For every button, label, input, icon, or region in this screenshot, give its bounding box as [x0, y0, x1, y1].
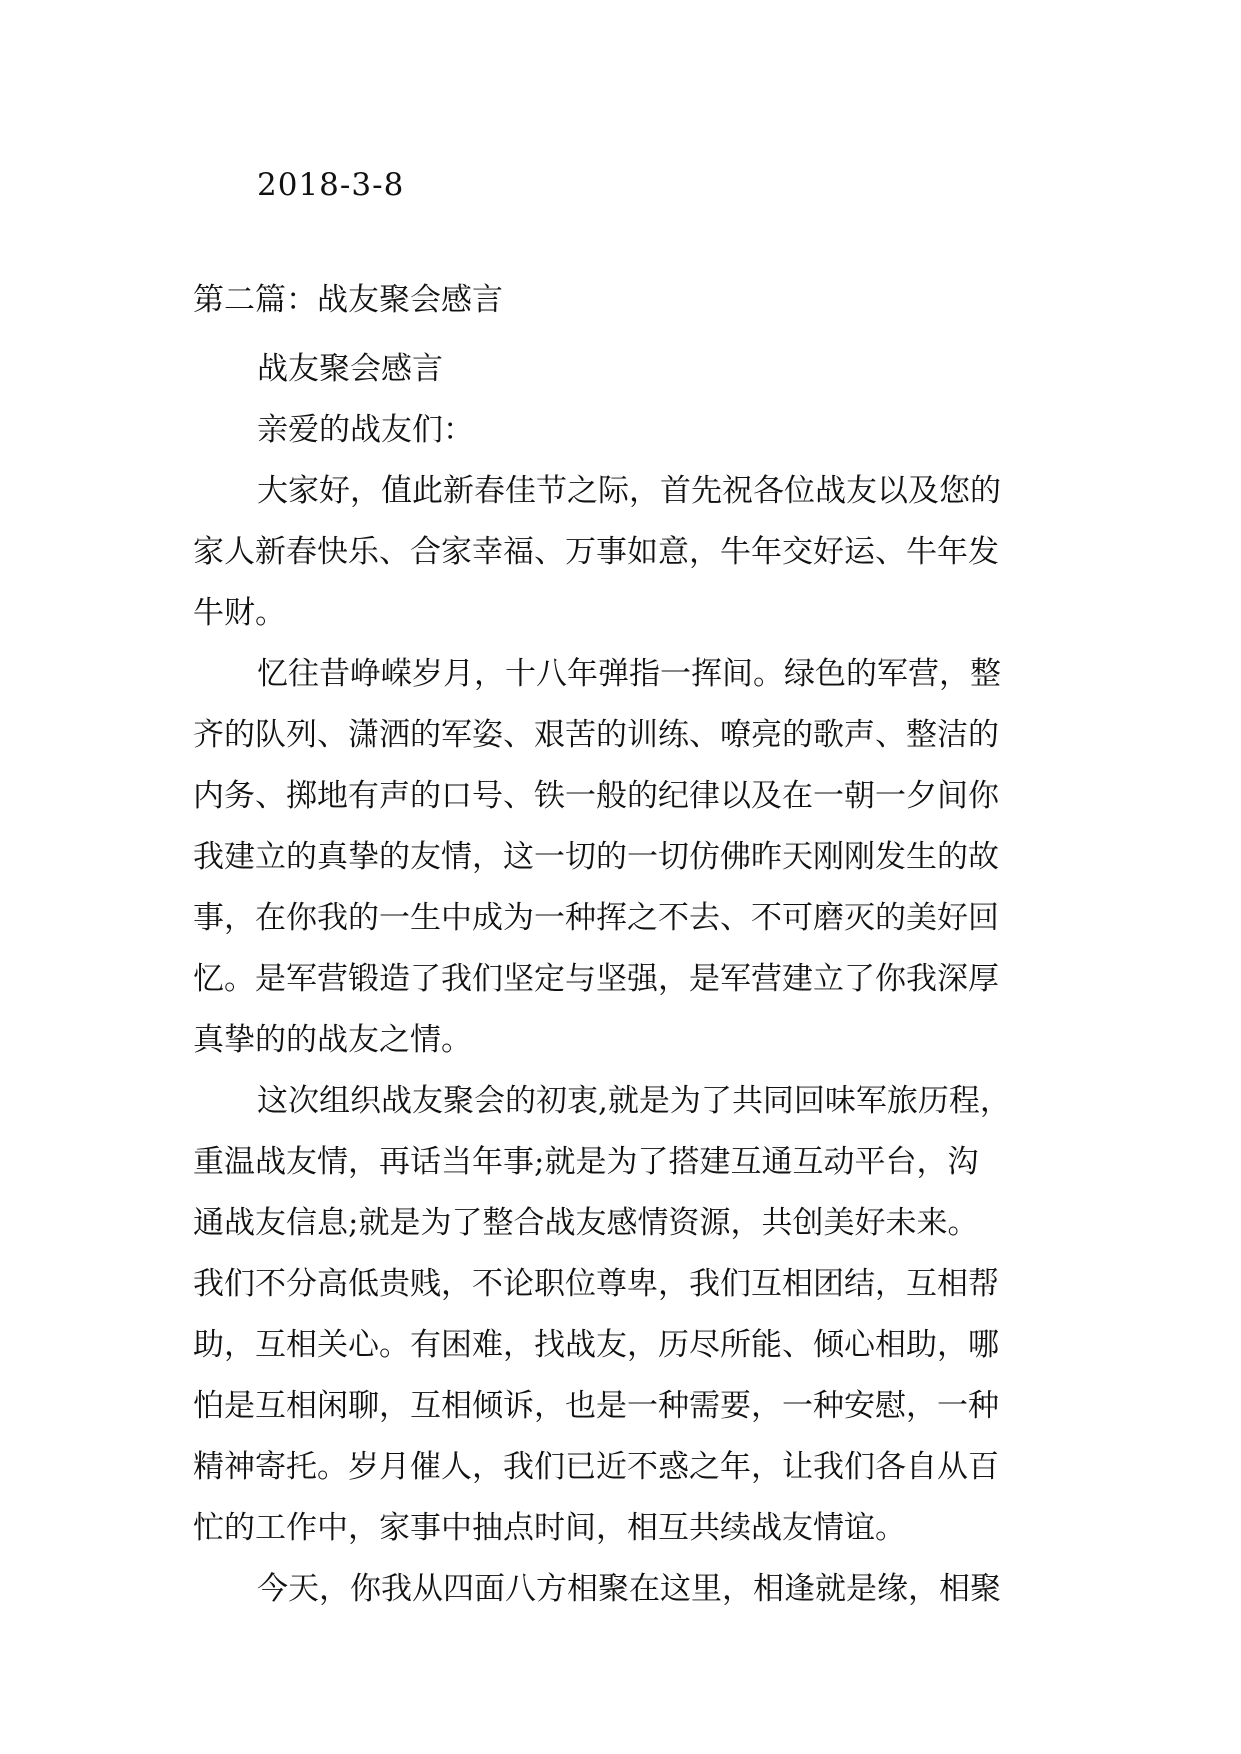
- text-line: 通战友信息;就是为了整合战友感情资源，共创美好未来。: [193, 1205, 979, 1241]
- text-line: 这次组织战友聚会的初衷,就是为了共同回味军旅历程，: [257, 1083, 1011, 1119]
- text-line: 怕是互相闲聊，互相倾诉，也是一种需要，一种安慰，一种: [193, 1388, 999, 1424]
- text-line: 大家好，值此新春佳节之际，首先祝各位战友以及您的: [257, 473, 1001, 509]
- text-line: 真挚的的战友之情。: [193, 1022, 472, 1058]
- section-title: 第二篇：战友聚会感言: [193, 282, 503, 318]
- text-line: 忆往昔峥嵘岁月，十八年弹指一挥间。绿色的军营，整: [257, 656, 1001, 692]
- text-line: 今天，你我从四面八方相聚在这里，相逢就是缘，相聚: [257, 1571, 1001, 1607]
- text-line: 重温战友情，再话当年事;就是为了搭建互通互动平台，沟: [193, 1144, 979, 1180]
- text-line: 事，在你我的一生中成为一种挥之不去、不可磨灭的美好回: [193, 900, 999, 936]
- text-line: 齐的队列、潇洒的军姿、艰苦的训练、嘹亮的歌声、整洁的: [193, 717, 999, 753]
- text-line: 家人新春快乐、合家幸福、万事如意，牛年交好运、牛年发: [193, 534, 999, 570]
- text-line: 内务、掷地有声的口号、铁一般的纪律以及在一朝一夕间你: [193, 778, 999, 814]
- text-line: 亲爱的战友们：: [257, 412, 474, 448]
- text-line: 我们不分高低贵贱，不论职位尊卑，我们互相团结，互相帮: [193, 1266, 999, 1302]
- text-line: 牛财。: [193, 595, 286, 631]
- body-text: [193, 339, 1063, 1620]
- text-line: 我建立的真挚的友情，这一切的一切仿佛昨天刚刚发生的故: [193, 839, 999, 875]
- date-text: 2018-3-8: [257, 167, 405, 203]
- text-line: 忆。是军营锻造了我们坚定与坚强，是军营建立了你我深厚: [193, 961, 999, 997]
- text-line: 助，互相关心。有困难，找战友，历尽所能、倾心相助，哪: [193, 1327, 999, 1363]
- text-line: 精神寄托。岁月催人，我们已近不惑之年，让我们各自从百: [193, 1449, 999, 1485]
- text-line: 忙的工作中，家事中抽点时间，相互共续战友情谊。: [193, 1510, 906, 1546]
- text-line: 战友聚会感言: [257, 351, 443, 387]
